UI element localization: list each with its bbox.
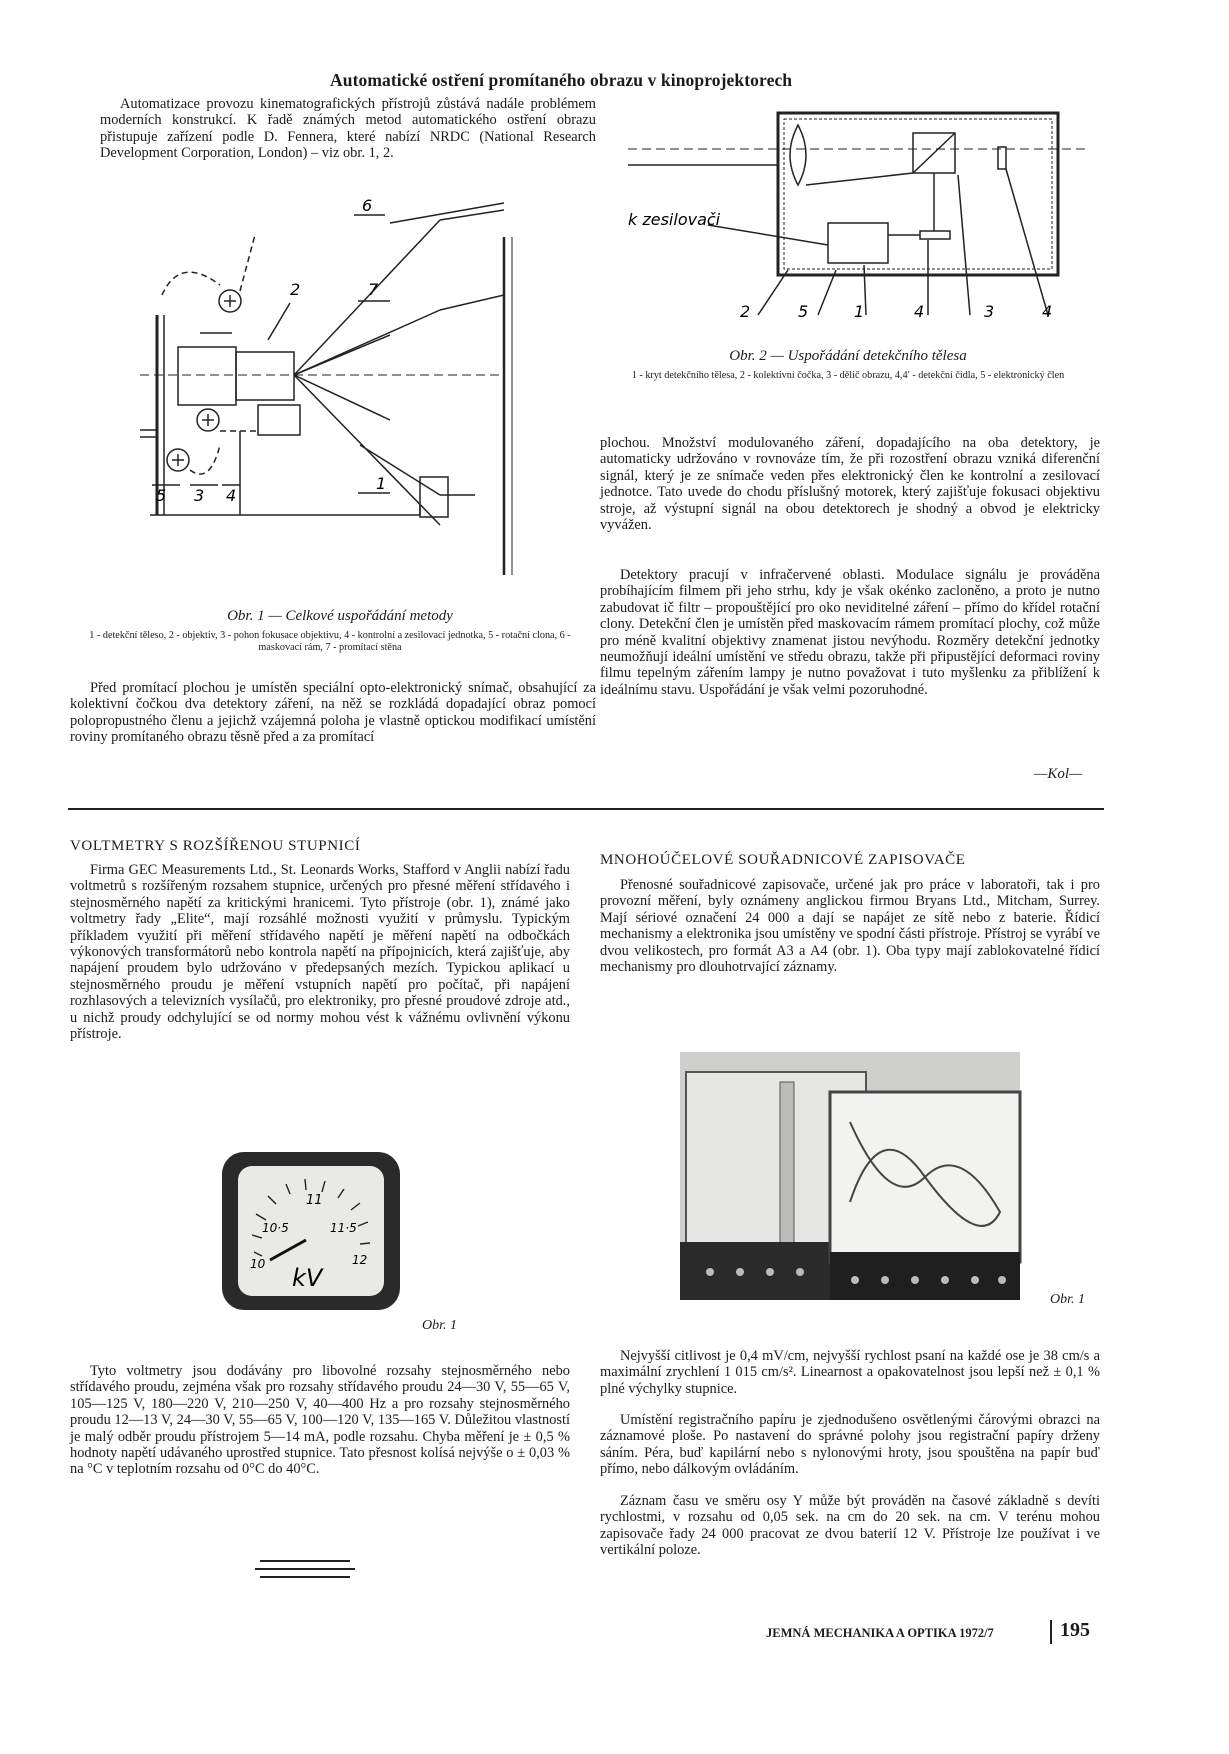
fig1-label-4: 4 bbox=[226, 486, 237, 505]
figure-1-diagram bbox=[140, 196, 540, 585]
voltmeter-figure-caption: Obr. 1 bbox=[422, 1318, 458, 1333]
end-rule-2 bbox=[255, 1568, 355, 1570]
voltmeter-photo bbox=[222, 1152, 400, 1310]
fig1-label-7: 7 bbox=[368, 280, 379, 299]
fig1-label-5: 5 bbox=[156, 486, 167, 505]
meter-scale-10-5: 10·5 bbox=[262, 1221, 289, 1235]
fig1-label-2: 2 bbox=[290, 280, 301, 299]
fig1-label-1: 1 bbox=[376, 474, 387, 493]
recorder-paragraph-4: Záznam času ve směru osy Y může být prováděn na časové základně s devíti rychlostmi, v rozsahu od 0,05 sek. na cm do 20 sek. na cm. V terénu mohou zapisovače řady 24 000 pracovat ze dvou baterií 12 V. Přístroje lze používat i ve vertikální poloze. bbox=[600, 1493, 1100, 1559]
end-rule-1 bbox=[260, 1560, 350, 1562]
fig2-label-3: 3 bbox=[984, 302, 995, 321]
fig1-label-6: 6 bbox=[362, 196, 373, 215]
fig2-label-5: 5 bbox=[798, 302, 809, 321]
figure-2-caption-title: Obr. 2 — Uspořádání detekčního tělesa bbox=[729, 348, 967, 364]
fig2-label-top: k zesilovači bbox=[628, 210, 721, 229]
fig2-label-1: 1 bbox=[854, 302, 865, 321]
recorder-figure-caption: Obr. 1 bbox=[1050, 1292, 1086, 1307]
fig2-label-2: 2 bbox=[740, 302, 751, 321]
article-title: Automatické ostření promítaného obrazu v kinoprojektorech bbox=[330, 70, 793, 90]
right-paragraph-2: Detektory pracují v infračervené oblasti. Modulace signálu je prováděna probíhajícím filmem při jeho strhu, kdy je však okénko zacloněno, a proto je nutno zabudovat ič filtr – propouštějící pro oko neviditelné záření – přímo do křídel rotační clony. Detekční člen je umístěn před maskovacím rámem promítací plochy, což může pro méně kvalitní objektivy znamenat jistou nevýhodu. Rozměry detekční jednotky neumožňují ideální umístění ve středu obrazu, takže při připustějící deformaci roviny filmu tepelným zářením lampy je nutno považovat i tuto myšlenku za přiblížení k ideálnímu stavu. Uspořádání je však velmi pozoruhodné. bbox=[600, 567, 1100, 698]
recorder-illustration bbox=[680, 1052, 1020, 1300]
page-number: 195 bbox=[1060, 1619, 1090, 1641]
right-paragraph-1: plochou. Množství modulovaného záření, dopadajícího na oba detektory, je automaticky udržováno v rovnováze tím, že při rozostření obrazu vzniká diferenční signál, který je ze snímače veden přes elektronický člen ke kontrolní a zesilovací jednotce. Tato uvede do chodu příslušný motorek, který zajišťuje fokusaci objektivu stroje, až výstupní signál na obou detektorech je shodný a obvod je elektricky vyvážen. bbox=[600, 435, 1100, 534]
end-rule-3 bbox=[260, 1576, 350, 1578]
fig2-label-4b: 4 bbox=[1042, 302, 1053, 321]
section-separator bbox=[68, 808, 1104, 810]
recorder-heading: MNOHOÚČELOVÉ SOUŘADNICOVÉ ZAPISOVAČE bbox=[600, 852, 966, 868]
voltmeter-heading: VOLTMETRY S ROZŠÍŘENOU STUPNICÍ bbox=[70, 838, 361, 854]
journal-footer: JEMNÁ MECHANIKA A OPTIKA 1972/7 bbox=[766, 1626, 994, 1640]
figure-1-caption-title: Obr. 1 — Celkové uspořádání metody bbox=[227, 608, 453, 624]
signature: —Kol— bbox=[1034, 766, 1083, 782]
figure-1-caption-text: 1 - detekční těleso, 2 - objektiv, 3 - pohon fokusace objektivu, 4 - kontrolní a zesilovací jednotka, 5 - rotační clona, 6 - maskovací rám, 7 - promítací stěna bbox=[89, 630, 571, 653]
recorder-paragraph-1: Přenosné souřadnicové zapisovače, určené jak pro práce v laboratoři, tak i pro provozní měření, byly oznámeny anglickou firmou Bryans Ltd., Mitcham, Surrey. Mají sériové označení 24 000 a dají se napájet ze sítě nebo z baterie. Řídicí mechanismy a elektronika jsou umístěny ve spodní části přístroje. Přístroj se vyrábí ve dvou velikostech, pro formát A3 a A4 (obr. 1). Oba typy mají zablokovatelné řídicí mechanismy pro dlouhotrvající záznamy. bbox=[600, 877, 1100, 976]
figure-2-diagram bbox=[628, 105, 1098, 330]
recorder-paragraph-2: Nejvyšší citlivost je 0,4 mV/cm, nejvyšší rychlost psaní na každé ose je 38 cm/s a maximální zrychlení 1 015 cm/s². Linearnost a opakovatelnost jsou lepší než ± 0,1 % plné výchylky stupnice. bbox=[600, 1348, 1100, 1397]
fig1-label-3: 3 bbox=[194, 486, 205, 505]
meter-scale-12: 12 bbox=[352, 1253, 368, 1267]
left-paragraph: Před promítací plochou je umístěn speciální opto-elektronický snímač, obsahující za kolektivní čočkou dva detektory záření, na něž se rozkládá dopadající obraz pomocí polopropustného členu a jejichž vzájemná poloha je vlastně optickou modifikací umístění roviny promítaného obrazu těsně před a za promítací bbox=[70, 680, 596, 746]
voltmeter-paragraph-2: Tyto voltmetry jsou dodávány pro libovolné rozsahy stejnosměrného nebo střídavého proudu, zejména však pro rozsahy střídavého proudu 24—30 V, 55—65 V, 105—125 V, 180—220 V, 210—250 V, 40—400 Hz a pro rozsahy stejnosměrného proudu 12—13 V, 24—30 V, 55—65 V, 100—120 V, 135—165 V. Důležitou vlastností je malý odběr proudu přístrojem 5—14 mA, podle rozsahu. Chyba měření je ± 0,5 % hodnoty napětí udávaného uprostřed stupnice. Tato přesnost kolísá nejvýše o ± 0,03 % na °C v teplotním rozsahu od 0°C do 40°C. bbox=[70, 1363, 570, 1478]
meter-scale-10: 10 bbox=[250, 1257, 266, 1271]
meter-unit: kV bbox=[292, 1264, 323, 1292]
voltmeter-paragraph-1: Firma GEC Measurements Ltd., St. Leonards Works, Stafford v Anglii nabízí řadu voltmetrů s rozšířeným rozsahem stupnice, určených pro přesné měření střídavého i stejnosměrného napětí za kritickými hranicemi. Tyto přístroje (obr. 1), známé jako voltmetry řady „Elite“, mají rozsáhlé možnosti využití v průmyslu. Typickým příkladem využití při měření střídavého napětí je měření napětí na odbočkách výkonových transformátorů nebo kontrola napětí na přípojnicích, která zajišťuje, aby napájení proudem bylo udržováno v předepsaných mezích. Typickou aplikací u stejnosměrného proudu je měření vstupních napětí pro počítač, při napájení rozhlasových a televizních vysílačů, pro elektroniky, pro přesné proudové zdroje atd., u nichž proudy odchylující se od normy mohou vést k vážnému ovlivnění výkonu přístroje. bbox=[70, 862, 570, 1043]
footer-divider bbox=[1050, 1620, 1052, 1644]
recorder-photo bbox=[680, 1052, 1020, 1300]
figure-2-caption-text: 1 - kryt detekčního tělesa, 2 - kolektivní čočka, 3 - dělič obrazu, 4,4′ - detekční čidla, 5 - elektronický člen bbox=[631, 370, 1065, 381]
intro-paragraph: Automatizace provozu kinematografických přístrojů zůstává nadále problémem moderních konstrukcí. K řadě známých metod automatického ostření obrazu přistupuje zařízení podle D. Fennera, které nabízí NRDC (National Research Development Corporation, London) – viz obr. 1, 2. bbox=[100, 96, 596, 162]
meter-scale-11-5: 11·5 bbox=[330, 1221, 357, 1235]
voltmeter-dial bbox=[222, 1152, 400, 1310]
recorder-paragraph-3: Umístění registračního papíru je zjednodušeno osvětlenými čárovými obrazci na záznamové ploše. Po nastavení do správné polohy jsou registrační papíry drženy sáním. Péra, buď kapilární nebo s nylonovými hroty, jsou spouštěna na papír buď přímo, nebo dálkovým ovládáním. bbox=[600, 1412, 1100, 1478]
meter-scale-11: 11 bbox=[306, 1193, 323, 1208]
fig2-label-4: 4 bbox=[914, 302, 925, 321]
